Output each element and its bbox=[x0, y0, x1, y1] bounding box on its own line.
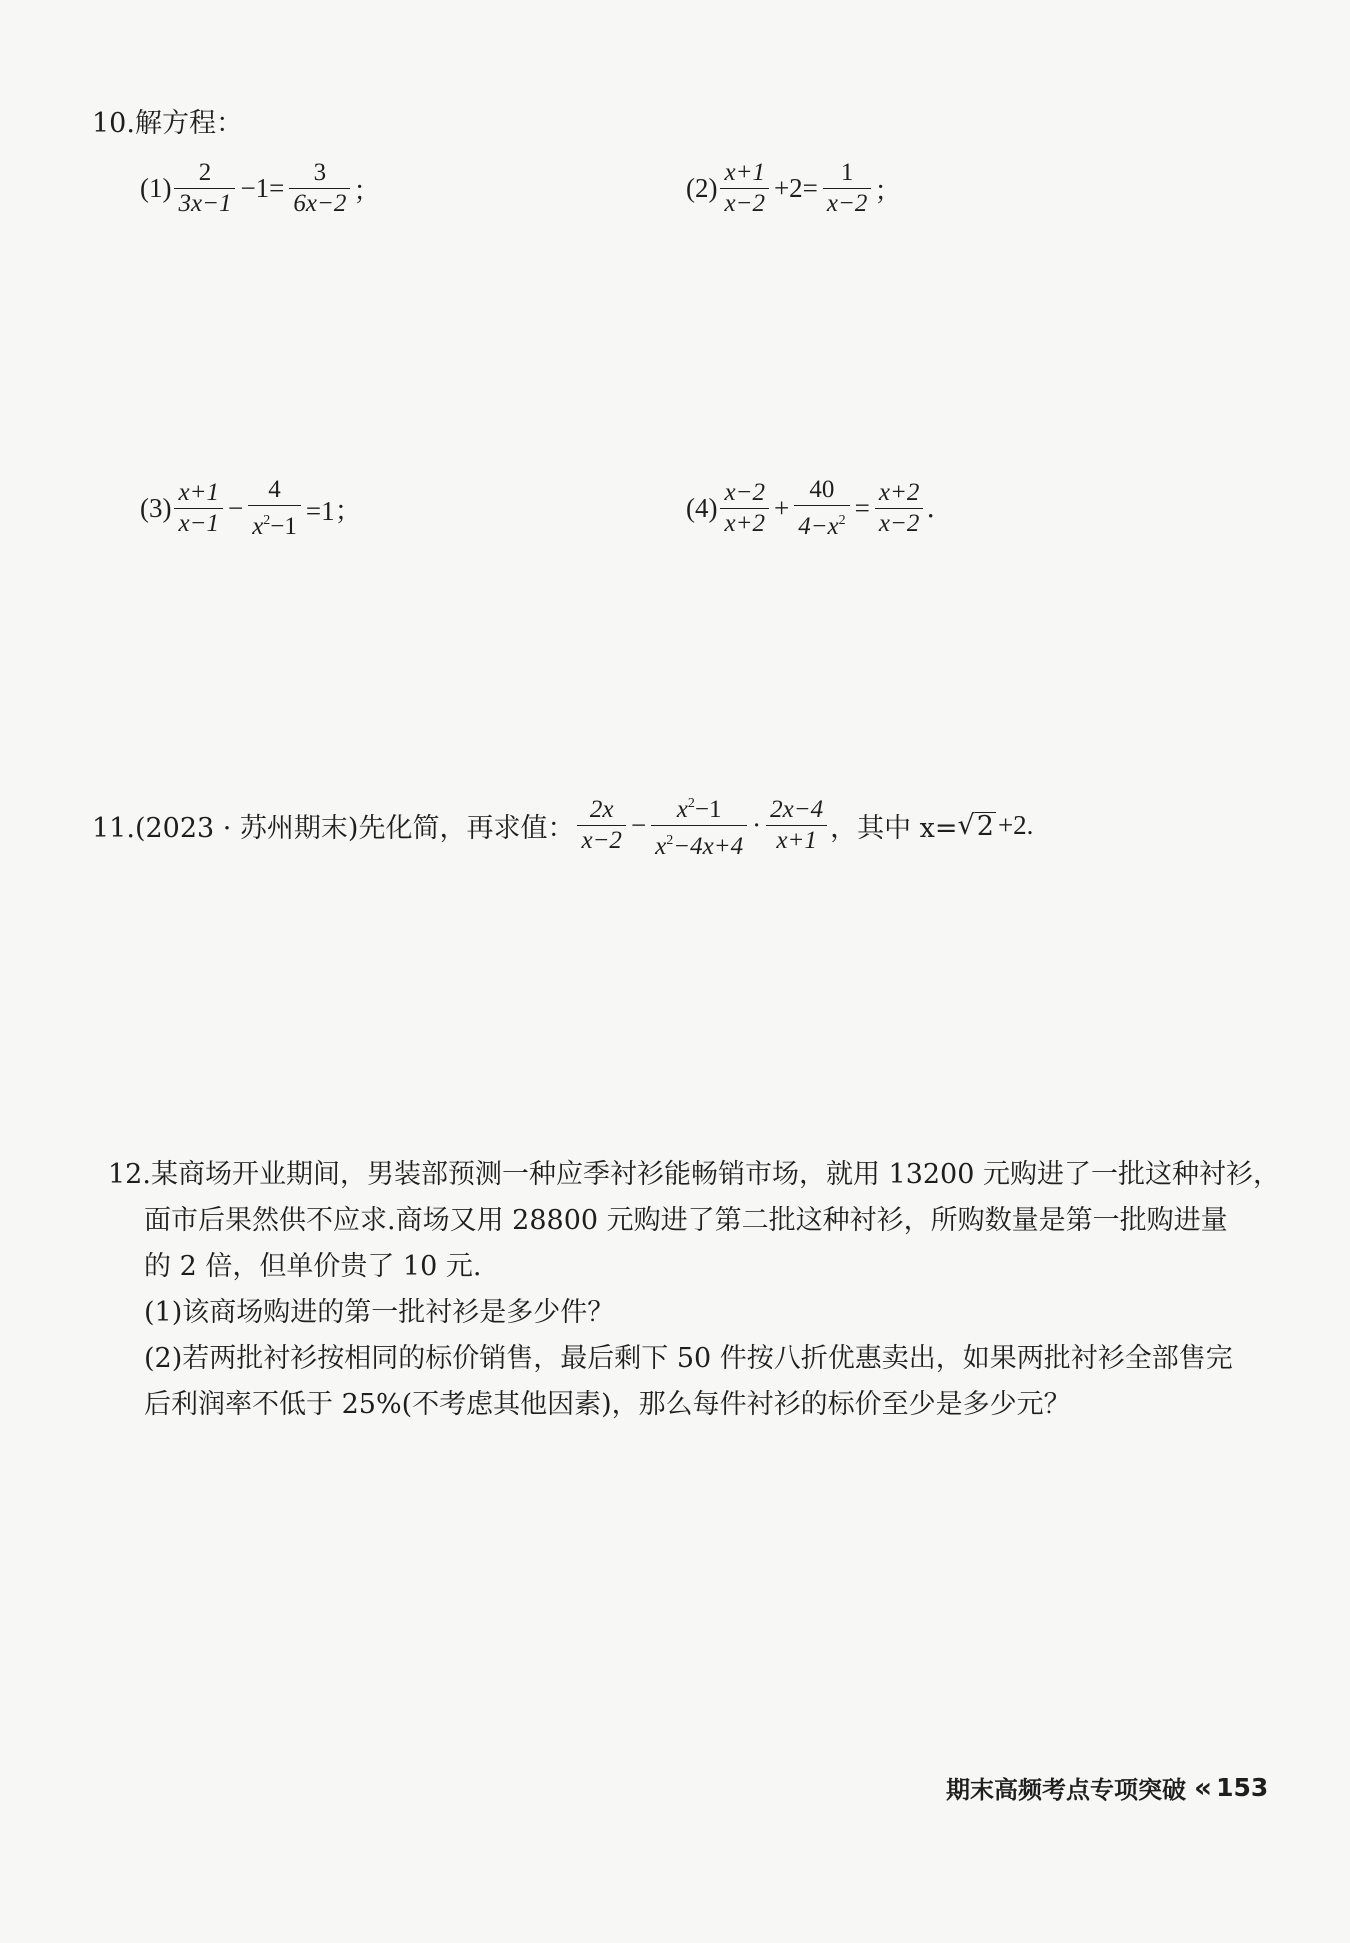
denominator: $x^2-4x+4$ bbox=[655, 833, 744, 860]
q11-prefix: 11.(2023 · 苏州期末)先化简，再求值： bbox=[92, 813, 575, 844]
denominator: 6x−2 bbox=[293, 190, 347, 217]
fraction bbox=[651, 789, 747, 862]
q11-suffix: ，其中 x= bbox=[830, 813, 958, 844]
part-label: (2) bbox=[686, 173, 718, 203]
punctuation: ； bbox=[353, 176, 381, 207]
operator: = bbox=[854, 493, 870, 523]
page-number: 153 bbox=[1216, 1773, 1269, 1802]
numerator: 4 bbox=[268, 476, 281, 503]
q10-part1 bbox=[140, 158, 380, 219]
page-footer bbox=[946, 1770, 1268, 1805]
q12-line: 的 2 倍，但单价贵了 10 元. bbox=[144, 1251, 482, 1282]
numerator: 2x bbox=[589, 796, 614, 823]
punctuation: . bbox=[926, 493, 935, 524]
radicand: 2 bbox=[976, 811, 994, 842]
part-label: (4) bbox=[686, 493, 718, 523]
q10-part4 bbox=[686, 475, 935, 542]
q11-tail: +2. bbox=[997, 810, 1034, 840]
part-label: (3) bbox=[140, 493, 172, 523]
numerator: x+1 bbox=[724, 159, 765, 186]
q12-line: 后利润率不低于 25%(不考虑其他因素)，那么每件衬衫的标价至少是多少元？ bbox=[144, 1389, 1071, 1420]
equals-one: =1； bbox=[305, 496, 362, 526]
fraction bbox=[577, 795, 625, 856]
numerator: 3 bbox=[313, 159, 327, 186]
fraction bbox=[720, 158, 768, 219]
fraction bbox=[248, 475, 301, 542]
chevron-left-icon: « bbox=[1194, 1771, 1207, 1804]
operator: − bbox=[630, 810, 647, 840]
numerator: $x^2-1$ bbox=[676, 796, 722, 823]
q12-subquestion: (1)该商场购进的第一批衬衫是多少件？ bbox=[144, 1297, 615, 1328]
fraction bbox=[289, 158, 350, 219]
q10-heading: 10.解方程： bbox=[92, 108, 243, 139]
numerator: 40 bbox=[809, 476, 835, 503]
fraction bbox=[720, 478, 768, 539]
denominator: x−2 bbox=[581, 827, 622, 854]
denominator: x−2 bbox=[724, 190, 765, 217]
operator: · bbox=[752, 810, 762, 840]
fraction bbox=[875, 478, 923, 539]
denominator: $4-x^2$ bbox=[798, 513, 846, 540]
q10-part2 bbox=[686, 158, 901, 219]
numerator: 2x−4 bbox=[770, 796, 824, 823]
denominator: x−2 bbox=[878, 510, 920, 537]
square-root: √ 2 bbox=[957, 810, 994, 842]
operator: −1= bbox=[240, 173, 285, 203]
operator: +2= bbox=[773, 173, 818, 203]
q10-part3 bbox=[140, 475, 364, 542]
q12-block bbox=[108, 1152, 1288, 1428]
denominator: 3x−1 bbox=[178, 190, 232, 217]
numerator: x+1 bbox=[178, 479, 219, 506]
fraction bbox=[766, 795, 827, 856]
numerator: 1 bbox=[840, 159, 854, 186]
part-label: (1) bbox=[140, 173, 172, 203]
operator: − bbox=[227, 493, 244, 523]
fraction bbox=[174, 478, 222, 539]
denominator: x−2 bbox=[826, 190, 868, 217]
denominator: x−1 bbox=[178, 510, 219, 537]
q11-line bbox=[92, 789, 1035, 862]
q12-line: 面市后果然供不应求.商场又用 28800 元购进了第二批这种衬衫，所购数量是第一批购进量 bbox=[144, 1205, 1228, 1236]
fraction bbox=[823, 158, 871, 219]
numerator: x−2 bbox=[724, 479, 765, 506]
fraction bbox=[174, 158, 235, 219]
section-title: 期末高频考点专项突破 bbox=[946, 1776, 1186, 1804]
q12-subquestion: (2)若两批衬衫按相同的标价销售，最后剩下 50 件按八折优惠卖出，如果两批衬衫全部售完 bbox=[144, 1343, 1233, 1374]
numerator: x+2 bbox=[878, 479, 920, 506]
fraction bbox=[794, 475, 849, 542]
numerator: 2 bbox=[198, 159, 212, 186]
denominator: x+2 bbox=[724, 510, 765, 537]
denominator: x+1 bbox=[776, 827, 817, 854]
operator: + bbox=[773, 493, 790, 523]
denominator: $x^2-1$ bbox=[252, 513, 297, 540]
punctuation: ； bbox=[874, 176, 902, 207]
q12-line: 12.某商场开业期间，男装部预测一种应季衬衫能畅销市场，就用 13200 元购进了一批这种衬衫， bbox=[108, 1159, 1280, 1190]
